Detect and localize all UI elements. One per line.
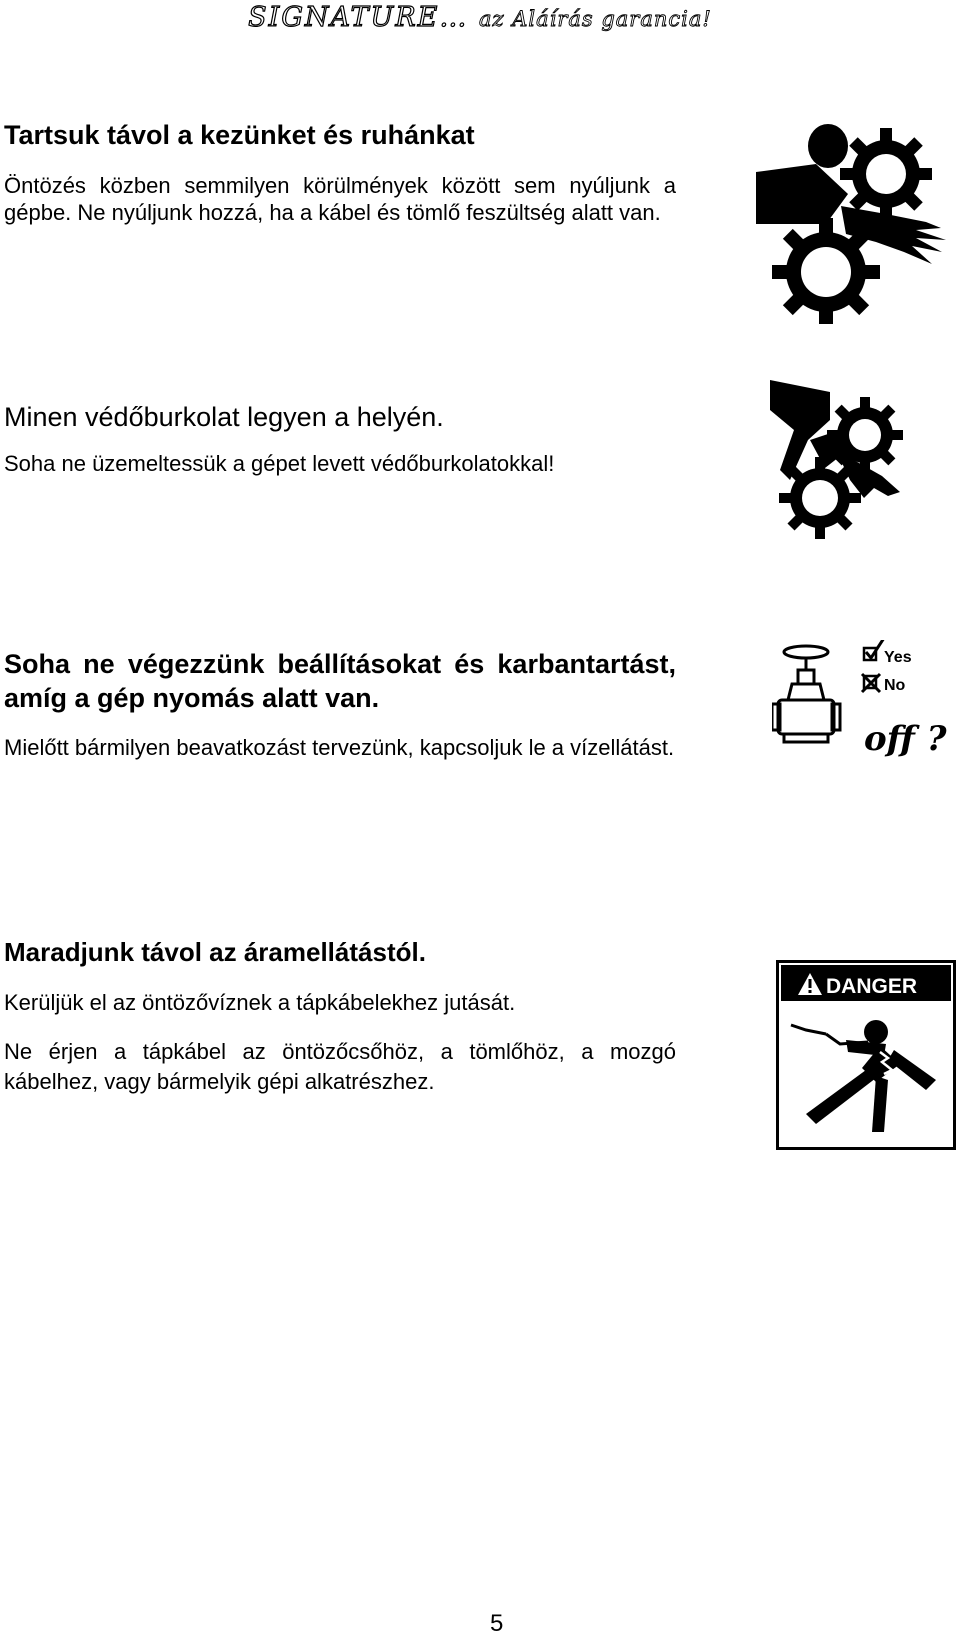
- section-heading: Minen védőburkolat legyen a helyén.: [4, 402, 444, 432]
- electric-shock-danger-icon: [776, 960, 956, 1150]
- section-guards: [4, 400, 676, 478]
- checklist-no-label: No: [884, 677, 906, 694]
- section-body: Mielőtt bármilyen beavatkozást tervezünk, kapcsoljuk le a vízellátást.: [4, 735, 675, 760]
- checklist-yes-label: Yes: [884, 649, 912, 666]
- header-title: SIGNATURE…: [248, 2, 469, 33]
- header-subtitle: az Aláírás garancia!: [478, 7, 712, 31]
- danger-label: DANGER: [826, 975, 918, 998]
- section-body: Soha ne üzemeltessük a gépet levett védőburkolatokkal!: [4, 451, 555, 476]
- section-heading: Maradjunk távol az áramellátástól.: [4, 937, 426, 967]
- page-number: 5: [490, 1610, 504, 1637]
- hand-caught-in-gears-icon: [770, 380, 920, 550]
- section-hands-clothing: [4, 118, 676, 226]
- valve-off-label: off ?: [864, 719, 947, 759]
- valve-off-checklist-icon: [772, 640, 960, 780]
- hand-in-gears-icon: [756, 124, 956, 324]
- section-heading: Tartsuk távol a kezünket és ruhánkat: [4, 120, 475, 150]
- page-header: [0, 2, 960, 33]
- section-body-2: Ne érjen a tápkábel az öntözőcsőhöz, a tömlőhöz, a mozgó kábelhez, vagy bármelyik gépi alkatrészhez.: [4, 1039, 676, 1094]
- section-body-1: Kerüljük el az öntözővíznek a tápkábelekhez jutását.: [4, 990, 516, 1015]
- section-body: Öntözés közben semmilyen körülmények között sem nyúljunk a gépbe. Ne nyúljunk hozzá, ha a kábel és tömlő feszültség alatt van.: [4, 173, 676, 225]
- section-heading: Soha ne végezzünk beállításokat és karbantartást, amíg a gép nyomás alatt van.: [4, 649, 676, 713]
- section-electricity: [4, 935, 676, 1097]
- section-pressure: [4, 647, 676, 763]
